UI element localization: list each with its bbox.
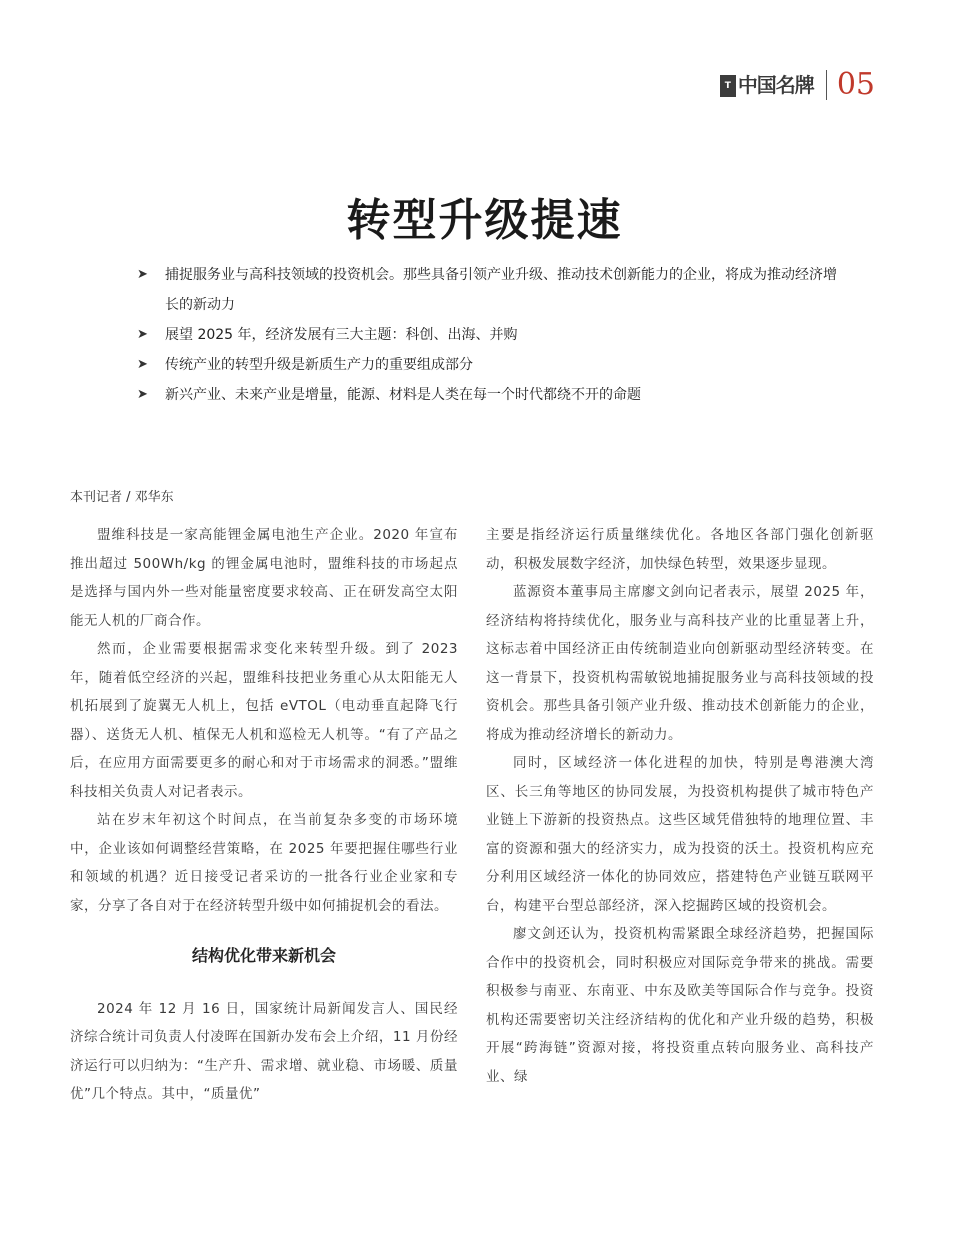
page-header [720, 67, 875, 102]
paragraph: 廖文剑还认为，投资机构需紧跟全球经济趋势，把握国际合作中的投资机会，同时积极应对国际竞争带来的挑战。需要积极参与南亚、东南亚、中东及欧美等国际合作与竞争。投资机构还需要密切关注经济结构的优化和产业升级的趋势，积极开展“跨海链”资源对接，将投资重点转向服务业、高科技产业、绿 [486, 926, 874, 1085]
byline: 本刊记者 / 邓华东 [70, 490, 174, 505]
highlight-text: 展望 2025 年，经济发展有三大主题：科创、出海、并购 [165, 327, 518, 343]
arrow-pointer-icon: ➤ [137, 387, 148, 402]
arrow-pointer-icon: ➤ [137, 327, 148, 342]
logo-mark: T [720, 75, 736, 97]
paragraph: 同时，区域经济一体化进程的加快，特别是粤港澳大湾区、长三角等地区的协同发展，为投资机构提供了城市特色产业链上下游新的投资热点。这些区域凭借独特的地理位置、丰富的资源和强大的经济实力，成为投资的沃土。投资机构应充分利用区域经济一体化的协同效应，搭建特色产业链互联网平台，构建平台型总部经济，深入挖掘跨区域的投资机会。 [486, 755, 874, 914]
highlight-text: 捕捉服务业与高科技领域的投资机会。那些具备引领产业升级、推动技术创新能力的企业，将成为推动经济增长的新动力 [165, 267, 837, 313]
header-divider [826, 70, 827, 100]
highlight-text: 新兴产业、未来产业是增量，能源、材料是人类在每一个时代都绕不开的命题 [165, 387, 641, 403]
article-title: 转型升级提速 [346, 195, 623, 247]
paragraph: 盟维科技是一家高能锂金属电池生产企业。2020 年宣布推出超过 500Wh/kg 的锂金属电池时，盟维科技的市场起点是选择与国内外一些对能量密度要求较高、正在研发高空太阳能无人机的厂商合作。 [70, 527, 458, 629]
paragraph: 然而，企业需要根据需求变化来转型升级。到了 2023 年，随着低空经济的兴起，盟维科技把业务重心从太阳能无人机拓展到了旋翼无人机上，包括 eVTOL（电动垂直起降飞行器）、送货无人机、植保无人机和巡检无人机等。“有了产品之后，在应用方面需要更多的耐心和对于市场需求的洞悉。”盟维科技相关负责人对记者表示。 [70, 641, 458, 800]
logo-text: 中国名牌 [737, 73, 814, 97]
arrow-pointer-icon: ➤ [137, 357, 148, 372]
magazine-logo [720, 73, 814, 97]
highlight-item [137, 320, 837, 350]
highlight-item [137, 380, 837, 410]
arrow-pointer-icon: ➤ [137, 267, 148, 282]
left-column [70, 521, 458, 1109]
right-column [486, 521, 874, 1091]
paragraph-continued: 主要是指经济运行质量继续优化。各地区各部门强化创新驱动，积极发展数字经济，加快绿色转型，效果逐步显现。 [486, 527, 874, 572]
highlight-item [137, 260, 837, 320]
paragraph: 站在岁末年初这个时间点，在当前复杂多变的市场环境中，企业该如何调整经营策略，在 2025 年要把握住哪些行业和领域的机遇？近日接受记者采访的一批各行业企业家和专家，分享了各自对于在经济转型升级中如何捕捉机会的看法。 [70, 812, 458, 914]
page-number: 05 [836, 67, 875, 102]
paragraph: 蓝源资本董事局主席廖文剑向记者表示，展望 2025 年，经济结构将持续优化，服务业与高科技产业的比重显著上升，这标志着中国经济正由传统制造业向创新驱动型经济转变。在这一背景下，投资机构需敏锐地捕捉服务业与高科技领域的投资机会。那些具备引领产业升级、推动技术创新能力的企业，将成为推动经济增长的新动力。 [486, 584, 874, 743]
section-heading: 结构优化带来新机会 [191, 946, 336, 965]
highlights-list [137, 260, 837, 410]
highlight-text: 传统产业的转型升级是新质生产力的重要组成部分 [165, 357, 473, 373]
highlight-item [137, 350, 837, 380]
paragraph: 2024 年 12 月 16 日，国家统计局新闻发言人、国民经济综合统计司负责人付凌晖在国新办发布会上介绍，11 月份经济运行可以归纳为：“生产升、需求增、就业稳、市场暖、质量优”几个特点。其中，“质量优” [70, 1000, 458, 1102]
